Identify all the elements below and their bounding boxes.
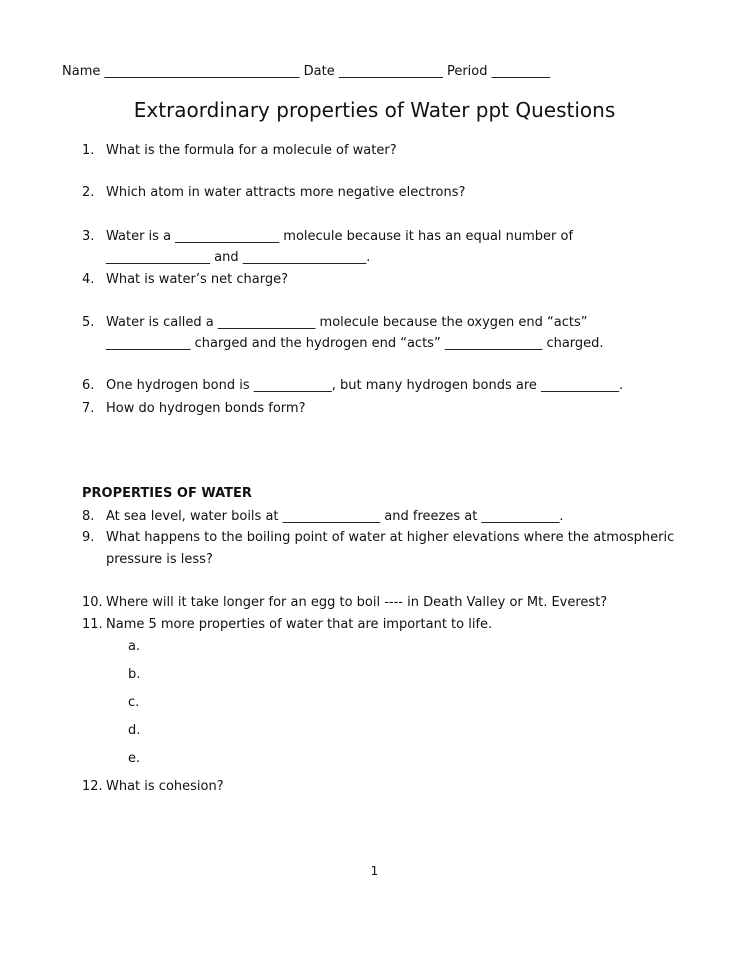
question-8 bbox=[82, 509, 682, 524]
question-text: What is the formula for a molecule of water? bbox=[106, 143, 397, 158]
question-text: What is cohesion? bbox=[106, 779, 224, 794]
question-4 bbox=[82, 272, 682, 287]
question-10 bbox=[82, 595, 682, 610]
question-text: Water is a ________________ molecule because it has an equal number of bbox=[106, 229, 574, 244]
question-5-continuation: _____________ charged and the hydrogen end “acts” _______________ charged. bbox=[106, 336, 604, 351]
question-text: Where will it take longer for an egg to boil ---- in Death Valley or Mt. Everest? bbox=[106, 595, 608, 610]
sub-item-e: e. bbox=[128, 751, 141, 766]
sub-item-c: c. bbox=[128, 695, 140, 710]
question-number: 9. bbox=[82, 530, 95, 545]
sub-item-b: b. bbox=[128, 667, 141, 682]
question-1 bbox=[82, 143, 682, 158]
sub-item-d: d. bbox=[128, 723, 141, 738]
question-number: 7. bbox=[82, 401, 95, 416]
question-number: 11. bbox=[82, 617, 103, 632]
question-number: 8. bbox=[82, 509, 95, 524]
page-number: 1 bbox=[370, 864, 379, 878]
question-2 bbox=[82, 185, 682, 200]
question-number: 6. bbox=[82, 378, 95, 393]
question-text: Which atom in water attracts more negative electrons? bbox=[106, 185, 466, 200]
question-number: 10. bbox=[82, 595, 103, 610]
question-11 bbox=[82, 617, 682, 632]
question-number: 12. bbox=[82, 779, 103, 794]
question-number: 3. bbox=[82, 229, 95, 244]
question-7 bbox=[82, 401, 682, 416]
question-6 bbox=[82, 378, 682, 393]
page-title: Extraordinary properties of Water ppt Questions bbox=[133, 98, 616, 122]
question-number: 1. bbox=[82, 143, 95, 158]
question-3-continuation: ________________ and ___________________. bbox=[106, 250, 371, 265]
question-text: Water is called a _______________ molecule because the oxygen end “acts” bbox=[106, 315, 588, 330]
question-9-continuation: pressure is less? bbox=[106, 552, 213, 567]
question-text: What is water’s net charge? bbox=[106, 272, 288, 287]
question-12 bbox=[82, 779, 682, 794]
question-text: At sea level, water boils at _______________ and freezes at ____________. bbox=[106, 509, 564, 524]
header-name-date-period: Name ______________________________ Date ________________ Period _________ bbox=[62, 64, 551, 79]
question-text: Name 5 more properties of water that are important to life. bbox=[106, 617, 493, 632]
question-5 bbox=[82, 315, 682, 330]
question-number: 2. bbox=[82, 185, 95, 200]
question-number: 5. bbox=[82, 315, 95, 330]
question-number: 4. bbox=[82, 272, 95, 287]
question-text: What happens to the boiling point of water at higher elevations where the atmospheric bbox=[106, 530, 675, 545]
question-text: How do hydrogen bonds form? bbox=[106, 401, 306, 416]
section-heading-properties: PROPERTIES OF WATER bbox=[82, 486, 252, 501]
question-text: One hydrogen bond is ____________, but many hydrogen bonds are ____________. bbox=[106, 378, 624, 393]
sub-item-a: a. bbox=[128, 639, 141, 654]
question-9 bbox=[82, 530, 682, 545]
question-3 bbox=[82, 229, 682, 244]
